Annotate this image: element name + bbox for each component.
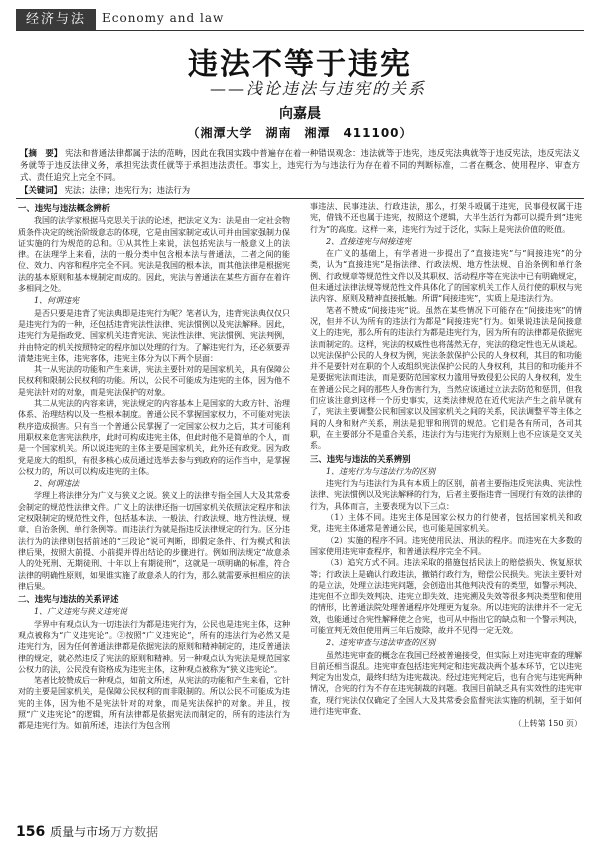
section-heading: 一、违宪与违法概念辨析 [18, 203, 111, 213]
article-subtitle: ——浅论违法与违宪的关系 [210, 79, 427, 98]
abstract [20, 147, 580, 183]
watermark: 万方数据 [110, 825, 159, 839]
paragraph: 我国的法学家根据马克思关于法的论述，把法定义为：法是由一定社会物质条件决定的统治阶级意志的体现，它是由国家制定或认可并由国家强制力保证实施的行为规范的总和。①从其性上来说，法包括宪法与一般意义上的法律。在法理学上来看，法的一般分类中包含根本法与普通法，二者之间的能位、效力、内容和程序完全不同。宪法是我国的根本法，而其他法律是根据宪法的基本原则和基本规制定而成的。因此，宪法与普通法在某些方面存在着许多相同之处。 [18, 216, 290, 294]
section-label: 经济与法 [16, 9, 96, 30]
keywords-text: 宪法；法律；违宪行为；违法行为 [64, 185, 191, 195]
page-footer [16, 823, 158, 840]
keywords [20, 184, 580, 196]
author: 向嘉晨 [279, 106, 321, 122]
continued-note: （上转第 150 页） [513, 719, 582, 729]
abstract-rule [16, 198, 584, 199]
paragraph: 笔者比较赞成后一种观点，如前文所述，从宪法的功能和产生来看，它针对的主要是国家机关，是保障公民权利的而非限制的。所以公民不可能成为违宪的主体，因为他不是宪法针对的对象，而是宪法保护的对象。并且，按照“广义违宪论”的逻辑，所有法律都是依据宪法而制定的，所有的违法行为都是违宪行为。如前所述，违法行为包含刑 [18, 676, 290, 731]
subsection-heading: 2、违宪审查与违法审查的区别 [326, 638, 436, 648]
subsection-heading: 1、何谓违宪 [34, 296, 80, 306]
paragraph: 学界中有观点认为一切违法行为都是违宪行为，公民也是违宪主体，这种观点被称为“广义违宪论”。②按照“广义违宪论”，所有的违法行为必然又是违宪行为，因为任何普通法律都是依据宪法的原则和精神制定的，违反普通法律的规定，就必然违反了宪法的原则和精神。另一种观点认为宪法是规范国家公权力的法，公民没有资格成为违宪主体，这种观点被称为“狭义违宪论”。 [18, 619, 290, 674]
paragraph: （2）实施的程序不同。违宪使用民法、刑法的程序。而违宪在大多数的国家使用违宪审查程序，和普通法程序完全不同。 [310, 535, 582, 556]
paragraph: 笔者不赞成“间接违宪”说。虽然在某些情况下可能存在“间接违宪”的情况，但并不认为所有的违法行为都是“间接违宪”行为。如果说违法是间接意义上的违宪，那么所有的违法行为都是违宪行为，因为所有的法律都是依据宪法而制定的。这样，宪法的权威性也将荡然无存，宪法的稳定性也无从谈起。以宪法保护公民的人身权为例，宪法条款保护公民的人身权利，其目的和功能并不是要针对在职的个人或组织宪法保护公民的人身权利，其目的和功能并不是要据宪法而违法，而是要防范国家权力滥用导致侵犯公民的人身权利，发生在普通公民之间的那些人身伤害行为，当然应该通过立法去防范和惩罚，但我们应该注意到这样一个历史事实，这类法律规范在近代宪法产生之前早就有了，宪法主要调整公民和国家以及国家机关之间的关系，民法调整平等主体之间的人身和财产关系，刑法是犯罪和刑罚的规范。它们是各有所司，各司其职，在主要部分不是重合关系，违法行为与违宪行为原则上也不应该是交叉关系。 [310, 305, 582, 451]
section-label-en: Economy and law [102, 11, 225, 25]
affiliation: （湘潭大学 湖南 湘潭 411100） [187, 126, 413, 140]
subsection-heading: 2、直接违宪与间接违宪 [326, 236, 412, 246]
paragraph: （3）追究方式不同。违法采取的措施包括民法上的赔偿损失、恢复原状等；行政法上是确认行政违法，撤销行政行为，赔偿公民损失。宪法主要针对的是立法，处理立法违宪问题，会创造出其他判决没有的类型，如警示判决、违宪但不立即失效判决、违宪立即失效、违宪溯及失效等很多判决类型和使用的情形，比普通法院处理普通程序处理更为复杂。所以违宪的法律并不一定无效，也能通过合宪性解释使之合宪，也可从中指出它的缺点和一个警示判决，可能宣判无效但使用两三年后废除，故并不见得一定无效。 [310, 558, 582, 635]
paragraph: 违宪行为与违法行为具有本质上的区别，前者主要指违反宪法典、宪法性法律、宪法惯例以及宪法解释的行为，后者主要指违背一国现行有效的法律的行为，具体而言，主要表现为以下三点： [310, 479, 582, 511]
paragraph: 事违法、民事违法、行政违法，那么，打架斗殴属于违宪，民事侵权属于违宪，借钱不还也属于违宪，按照这个逻辑，大半生活行为都可以提升到“违宪行为”的高度。这样一来，违宪行为过于泛化，实际上是宪法价值的贬值。 [310, 202, 582, 234]
paragraph: 虽然违宪审查的概念在我国已经被普遍接受，但实际上对违宪审查的理解目前还相当混乱。违宪审查包括违宪判定和违宪裁决两个基本环节，它以违宪判定为出发点，最终归结为违宪裁决。经过违宪判定后，也有合宪与违宪两种情况，合宪的行为不存在违宪制裁的问题。我国目前缺乏具有实效性的违宪审查，现行宪法仅仅确定了全国人大及其常委会监督宪法实施的机制，至于如何进行违宪审查、 [310, 650, 582, 717]
paragraph: （1）主体不同。违宪主体是国家公权力的行使者，包括国家机关和政党，违宪主体通常是普通公民，也可能是国家机关。 [310, 513, 582, 534]
page-number: 156 [16, 824, 46, 840]
subsection-heading: 1、广义违宪与狭义违宪说 [34, 607, 128, 617]
subsection-heading: 2、何谓违法 [34, 479, 80, 489]
paragraph: 是否只要是违背了宪法典即是违宪行为呢？笔者认为，违背宪法典仅仅只是违宪行为的一种，还包括违背宪法性法律、宪法惯例以及宪法解释。因此，违宪行为是指政党、国家机关违背宪法、宪法性法律、宪法惯例、宪法判例，并由特定的机关按照特定的程序加以处理的行为。了解违宪行为，还必须要弄清楚违宪主体，违宪客体，违宪主体分为以下两个层面： [18, 308, 290, 363]
left-column [18, 201, 290, 819]
header-rule [16, 30, 584, 31]
paragraph: 在广义的基础上，有学者进一步提出了“直接违宪”与“间接违宪”的分类，认为“直接违宪”是指法律、行政法规、地方性法规、自治条例和单行条例、行政规章等规范性文件以及其职权、活动程序等在宪法中已有明确规定，但未通过法律法规等规范性文件具体化了的国家机关工作人员行使的职权与宪法内容、原则及精神直接抵触。所谓“间接违宪”，实质上是违法行为。 [310, 249, 582, 304]
right-column [310, 201, 582, 819]
journal-name: 质量与市场 [50, 825, 111, 839]
section-heading: 三、违宪与违法的关系辨别 [310, 453, 411, 464]
abstract-text: 宪法和普通法律都属于法的范畴，因此在我国实践中普遍存在着一种错误观念：违法就等于违宪，违反宪法典就等于违反宪法，违反宪法义务就等于违反法律义务，承担宪法责任就等于承担违法责任。事实上，违宪行为与违法行为存在着不同的判断标准，二者在概念、使用程序、审查方式、责任追究上完全不同。 [20, 148, 581, 182]
abstract-label: 【摘 要】 [20, 148, 63, 158]
keywords-label: 【关键词】 [20, 185, 62, 195]
section-heading: 二、违宪与违法的关系评述 [18, 594, 119, 605]
article-title: 违法不等于违宪 [188, 47, 412, 82]
paragraph: 其二从宪法的内容来讲，宪法规定的内容基本上是国家的大政方针、治理体系、治理结构以及一些根本制度。普通公民不掌握国家权力，不可能对宪法秩序造成损害。只有当一个普通公民掌握了一定国家公权力之后，其才可能利用职权来危害宪法秩序，此时可构成违宪主体，但此时他不是简单的个人，而是一个国家机关。所以说违宪的主体主要是国家机关，此外还有政党。因为政党是庞大的组织，有很多核心成员通过选举去参与到政府的运作当中，是掌握公权力的，所以可以构成违宪的主体。 [18, 399, 290, 476]
subsection-heading: 1、违宪行为与违法行为的区别 [326, 466, 436, 476]
paragraph: 其一从宪法的功能和产生来讲，宪法主要针对的是国家机关，具有保障公民权利和限制公民权利的功能。所以，公民不可能成为违宪的主体，因为他不是宪法针对的对象，而是宪法保护的对象。 [18, 365, 290, 397]
paragraph: 学理上将法律分为广义与狭义之说。狭义上的法律专指全国人大及其常委会制定的规范性法律文件。广义上的法律还指一切国家机关依照法定程序和法定权限制定的规范性文件，包括基本法、一般法、行政法规、地方性法规、规章、自治条例、单行条例等。而违法行为就是指违反法律规定的行为。区分违法行为的法律则包括前述的“三段论”说可判断，即假定条件、行为模式和法律后果，按照大前提、小前提并得出结论的步骤进行。例如刑法规定“故意杀人的处死刑、无期徒刑、十年以上有期徒刑”，这就是一项明确的标准，符合法律的明确性原则，如果谁实施了故意杀人的行为，那么就需要承担相应的法律后果。 [18, 491, 290, 591]
